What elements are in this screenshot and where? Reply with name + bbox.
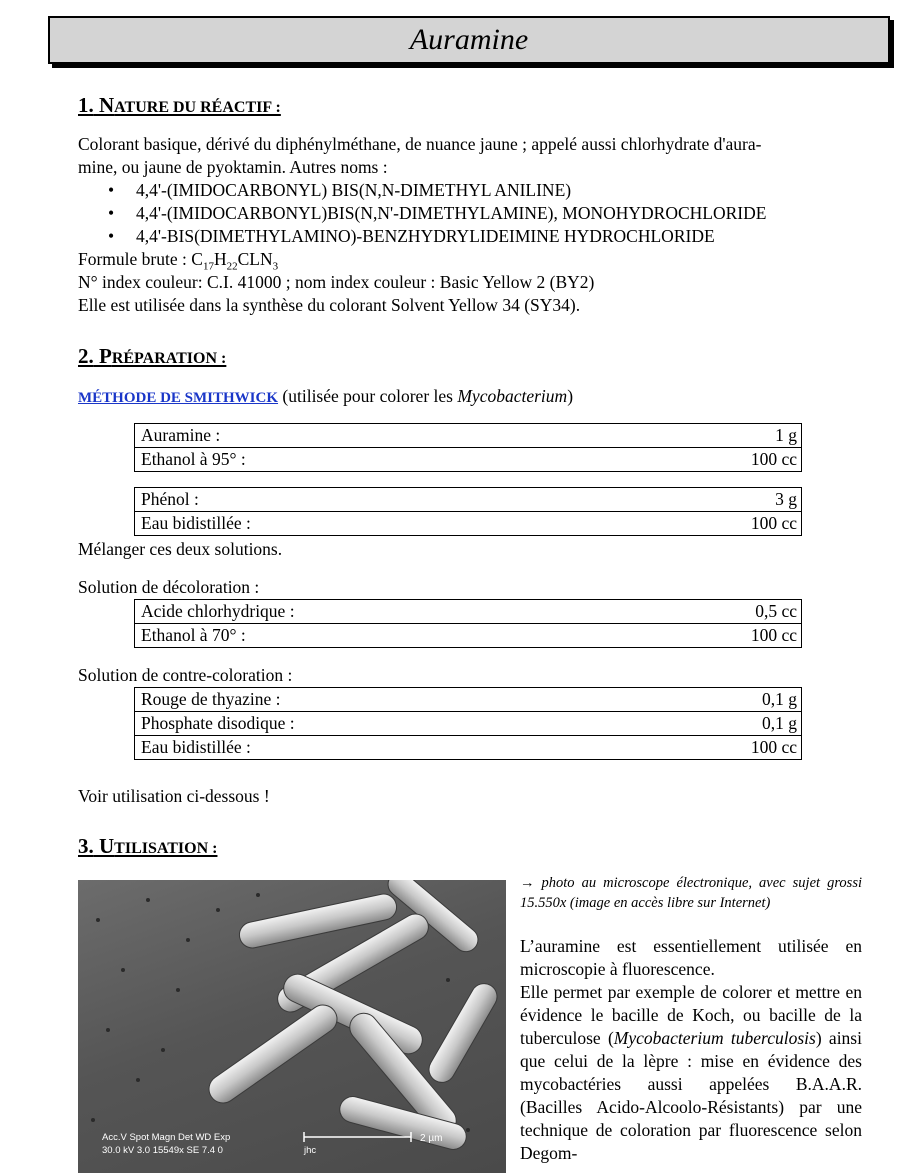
method-note-italic: Mycobacterium — [457, 386, 568, 406]
intro-line-2: mine, ou jaune de pyoktamin. Autres noms : — [78, 157, 388, 177]
method-note-post: ) — [567, 386, 574, 406]
table-row — [135, 688, 801, 711]
section2-heading-rest: RÉPARATION : — [111, 350, 227, 367]
mix-note: Mélanger ces deux solutions. — [78, 539, 283, 559]
list-item: • 4,4'-(IMIDOCARBONYL) BIS(N,N-DIMETHYL ANILINE) — [78, 179, 766, 202]
smithwick-method-link[interactable]: MÉTHODE DE SMITHWICK — [78, 390, 279, 406]
table-decoloration — [134, 599, 802, 648]
photo-values: 30.0 kV 3.0 15549x SE 7.4 0 — [102, 1145, 223, 1156]
ingredient-qty: 0,5 cc — [755, 601, 797, 621]
utilisation-para-1: L’auramine est essentiellement utilisée en microscopie à fluorescence. — [520, 936, 862, 979]
table-counter-coloration — [134, 687, 802, 760]
table-auramine-solution — [134, 423, 802, 472]
synthesis-line: Elle est utilisée dans la synthèse du colorant Solvent Yellow 34 (SY34). — [78, 295, 581, 315]
decolor-label: Solution de décoloration : — [78, 577, 260, 597]
method-line — [78, 385, 838, 410]
table-row — [135, 447, 801, 471]
section1-heading — [78, 92, 281, 121]
section3-heading-rest: TILISATION : — [114, 840, 218, 857]
table-row — [135, 711, 801, 735]
formula-label: Formule brute : — [78, 249, 192, 269]
photo-scale-label: 2 µm — [420, 1133, 443, 1144]
formula: $C_{17}H_{22}CLN_3$ — [191, 249, 279, 273]
utilisation-text — [520, 935, 862, 1165]
ingredient-qty: 3 g — [775, 489, 797, 509]
ingredient-qty: 100 cc — [750, 625, 797, 645]
ingredient-name: Eau bidistillée : — [141, 737, 251, 757]
ingredient-name: Rouge de thyazine : — [141, 689, 281, 709]
table-row — [135, 511, 801, 535]
ingredient-name: Ethanol à 70° : — [141, 625, 246, 645]
section1-intro — [78, 133, 838, 179]
ingredient-qty: 0,1 g — [762, 713, 797, 733]
table-row — [135, 488, 801, 511]
photo-operator: jhc — [304, 1145, 317, 1156]
ingredient-name: Phosphate disodique : — [141, 713, 295, 733]
section3-number: 3. — [78, 834, 94, 858]
color-index-line: N° index couleur: C.I. 41000 ; nom index couleur : Basic Yellow 2 (BY2) — [78, 272, 595, 292]
table-row — [135, 424, 801, 447]
section2-number: 2. — [78, 344, 94, 368]
ingredient-qty: 1 g — [775, 425, 797, 445]
see-below-note: Voir utilisation ci-dessous ! — [78, 786, 270, 806]
section2-heading — [78, 343, 226, 372]
section1-heading-first: N — [99, 93, 115, 117]
ingredient-qty: 100 cc — [750, 513, 797, 533]
ingredient-qty: 100 cc — [750, 449, 797, 469]
ingredient-name: Phénol : — [141, 489, 199, 509]
section1-heading-rest: ATURE DU RÉACTIF : — [114, 99, 281, 116]
ingredient-qty: 0,1 g — [762, 689, 797, 709]
section1-number: 1. — [78, 93, 94, 117]
list-item: • 4,4'-(IMIDOCARBONYL)BIS(N,N'-DIMETHYLAMINE), MONOHYDROCHLORIDE — [78, 202, 766, 225]
section3-heading-first: U — [99, 834, 115, 858]
electron-microscope-photo — [78, 880, 506, 1173]
table-phenol-solution — [134, 487, 802, 536]
photo-caption: → photo au microscope électronique, avec sujet grossi 15.550x (image en accès libre sur Internet) — [520, 875, 862, 911]
other-names-list — [78, 179, 766, 248]
table-row — [135, 600, 801, 623]
photo-labels: Acc.V Spot Magn Det WD Exp — [102, 1132, 231, 1143]
formula-line — [78, 248, 838, 271]
ingredient-name: Eau bidistillée : — [141, 513, 251, 533]
section3-heading — [78, 833, 217, 862]
list-item: • 4,4'-BIS(DIMETHYLAMINO)-BENZHYDRYLIDEIMINE HYDROCHLORIDE — [78, 225, 766, 248]
method-note-pre: (utilisée pour colorer les — [278, 386, 458, 406]
bacteria-illustration — [78, 880, 506, 1173]
table-row — [135, 623, 801, 647]
ingredient-name: Auramine : — [141, 425, 221, 445]
ingredient-name: Ethanol à 95° : — [141, 449, 246, 469]
section2-heading-first: P — [99, 344, 112, 368]
counter-label: Solution de contre-coloration : — [78, 665, 293, 685]
ingredient-qty: 100 cc — [750, 737, 797, 757]
utilisation-para-2: Elle permet par exemple de colorer et mettre en évidence le bacille de Koch, ou bacille de la tuberculose (Mycobacterium tuberculosis) ainsi que celui de la lèpre : mise en évidence des mycobactéries aussi appelées B.A.A.R. (Bacilles Acido-Alcoolo-Résistants) par une technique de coloration par fluorescence selon Degom- — [520, 982, 862, 1163]
table-row — [135, 735, 801, 759]
ingredient-name: Acide chlorhydrique : — [141, 601, 295, 621]
page-title: Auramine — [48, 16, 890, 64]
intro-line-1: Colorant basique, dérivé du diphénylméthane, de nuance jaune ; appelé aussi chlorhydrate d'aura- — [78, 134, 762, 154]
